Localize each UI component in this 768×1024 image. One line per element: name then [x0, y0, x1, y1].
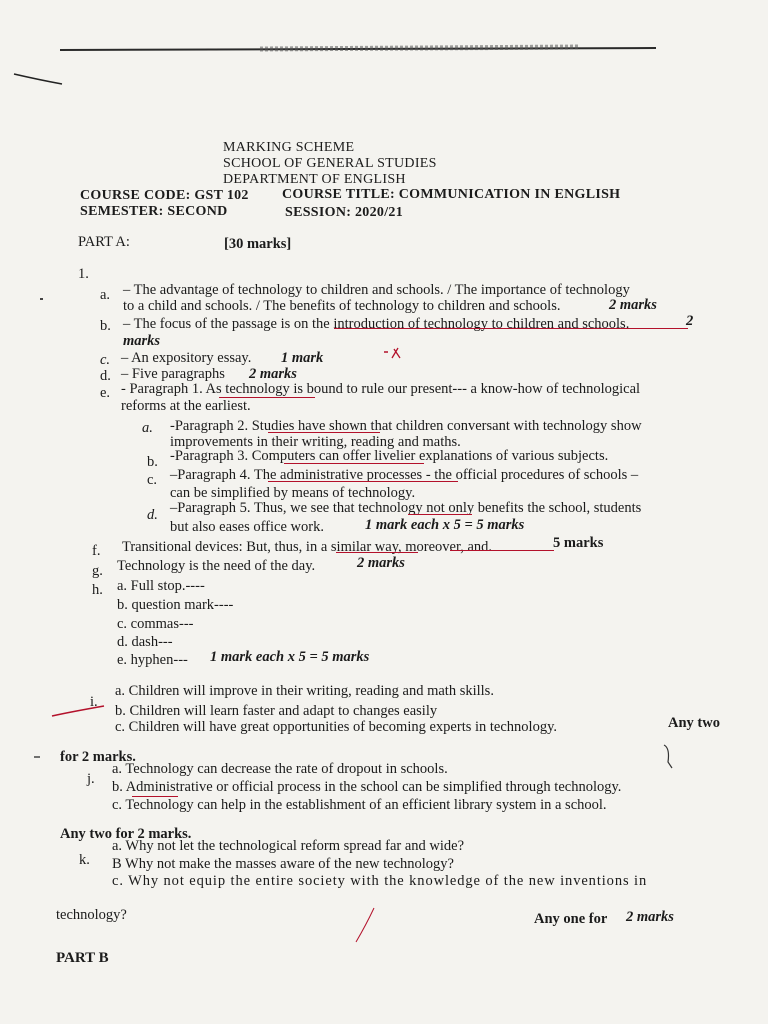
item-i-option: b. Children will learn faster and adapt to changes easily [115, 703, 438, 719]
item-k-label: k. [79, 852, 90, 868]
item-h-label: h. [92, 582, 103, 598]
item-c-label: c. [100, 352, 111, 368]
item-d-text: – Five paragraphs [121, 366, 225, 382]
red-underline [268, 481, 458, 482]
item-e-sub-a-line1: -Paragraph 2. Studies have shown that children conversant with technology show [170, 418, 642, 434]
item-e-sub-b-label: b. [147, 454, 158, 470]
item-b-label: b. [100, 318, 111, 334]
item-a-label: a. [100, 287, 111, 303]
red-underline [219, 397, 315, 398]
item-j-option: c. Technology can help in the establishment of an efficient library system in a school. [112, 797, 607, 813]
item-h-mark: 1 mark each x 5 = 5 marks [210, 649, 370, 665]
item-i-option: a. Children will improve in their writing, reading and math skills. [115, 683, 494, 699]
item-b-line1: – The focus of the passage is on the introduction of technology to children and schools. [123, 316, 630, 332]
item-e-label: e. [100, 385, 111, 401]
item-f-mark: 5 marks [553, 535, 604, 551]
semester: SEMESTER: SECOND [80, 204, 228, 219]
session: SESSION: 2020/21 [285, 205, 403, 220]
part-a-marks: [30 marks] [224, 236, 292, 252]
item-k-mark-part1: Any one for [534, 911, 608, 927]
header-line-school: SCHOOL OF GENERAL STUDIES [223, 156, 437, 171]
item-d-label: d. [100, 368, 111, 384]
item-e-sub-b-line1: -Paragraph 3. Computers can offer livelier explanations of various subjects. [170, 448, 609, 464]
item-e-sub-c-label: c. [147, 472, 158, 488]
item-e-line1: - Paragraph 1. As technology is bound to rule our present--- a know-how of technological [121, 381, 641, 397]
item-h-option: b. question mark---- [117, 597, 234, 613]
item-g-mark: 2 marks [357, 555, 405, 571]
item-e-sub-a-label: a. [142, 420, 153, 436]
item-i-mark-part2: for 2 marks. [60, 749, 136, 765]
question-number: 1. [78, 266, 89, 282]
item-c-mark: 1 mark [281, 350, 324, 366]
item-g-text: Technology is the need of the day. [117, 558, 316, 574]
red-underline [334, 328, 688, 329]
item-e-sub-d-line2: but also eases office work. [170, 519, 324, 535]
red-underline [408, 514, 472, 515]
item-e-sub-c-line1: –Paragraph 4. The administrative processes - the official procedures of schools – [170, 467, 639, 483]
item-e-line2: reforms at the earliest. [121, 398, 251, 414]
item-b-mark-number: 2 [686, 313, 694, 329]
item-k-option: c. Why not equip the entire society with the knowledge of the new inventions in [112, 873, 648, 889]
item-e-sub-c-line2: can be simplified by means of technology. [170, 485, 416, 501]
item-h-option: e. hyphen--- [117, 652, 188, 668]
item-j-label: j. [87, 771, 95, 787]
item-h-option: d. dash--- [117, 634, 173, 650]
item-e-sub-d-line1: –Paragraph 5. Thus, we see that technology not only benefits the school, students [170, 500, 642, 516]
item-i-option: c. Children will have great opportunities of becoming experts in technology. [115, 719, 558, 735]
part-b-label: PART B [56, 950, 109, 966]
item-j-option: a. Technology can decrease the rate of dropout in schools. [112, 761, 448, 777]
red-underline [284, 463, 424, 464]
red-underline [132, 796, 178, 797]
red-underline [268, 432, 380, 433]
item-i-mark-part1: Any two [668, 715, 720, 731]
item-k-option: B Why not make the masses aware of the new technology? [112, 856, 454, 872]
part-a-label: PART A: [78, 234, 130, 250]
course-code: COURSE CODE: GST 102 [80, 188, 249, 203]
item-h-option: c. commas--- [117, 616, 194, 632]
course-title: COURSE TITLE: COMMUNICATION IN ENGLISH [282, 187, 621, 202]
red-underline [336, 552, 418, 553]
item-k-option: a. Why not let the technological reform spread far and wide? [112, 838, 465, 854]
item-e-mark: 1 mark each x 5 = 5 marks [365, 517, 525, 533]
item-f-text: Transitional devices: But, thus, in a similar way, moreover, and. [122, 539, 493, 555]
item-k-mark-part2: 2 marks [626, 909, 674, 925]
red-underline [450, 550, 554, 551]
item-e-sub-d-label: d. [147, 507, 158, 523]
item-e-sub-a-line2: improvements in their writing, reading and maths. [170, 434, 461, 450]
item-a-line2: to a child and schools. / The benefits of technology to children and schools. [123, 298, 561, 314]
item-b-mark-word: marks [123, 333, 161, 349]
item-h-option: a. Full stop.---- [117, 578, 205, 594]
item-g-label: g. [92, 563, 103, 579]
item-j-option: b. Administrative or official process in the school can be simplified through technology. [112, 779, 622, 795]
item-c-text: – An expository essay. [121, 350, 252, 366]
item-a-line1: – The advantage of technology to children and schools. / The importance of technology [123, 282, 630, 298]
header-line-marking-scheme: MARKING SCHEME [223, 140, 355, 155]
item-f-label: f. [92, 543, 101, 559]
item-d-mark: 2 marks [249, 366, 297, 382]
item-k-tail: technology? [56, 907, 127, 923]
item-i-label: i. [90, 694, 98, 710]
item-a-mark: 2 marks [609, 297, 657, 313]
header-line-department: DEPARTMENT OF ENGLISH [223, 172, 406, 187]
item-j-mark: Any two for 2 marks. [60, 826, 192, 842]
